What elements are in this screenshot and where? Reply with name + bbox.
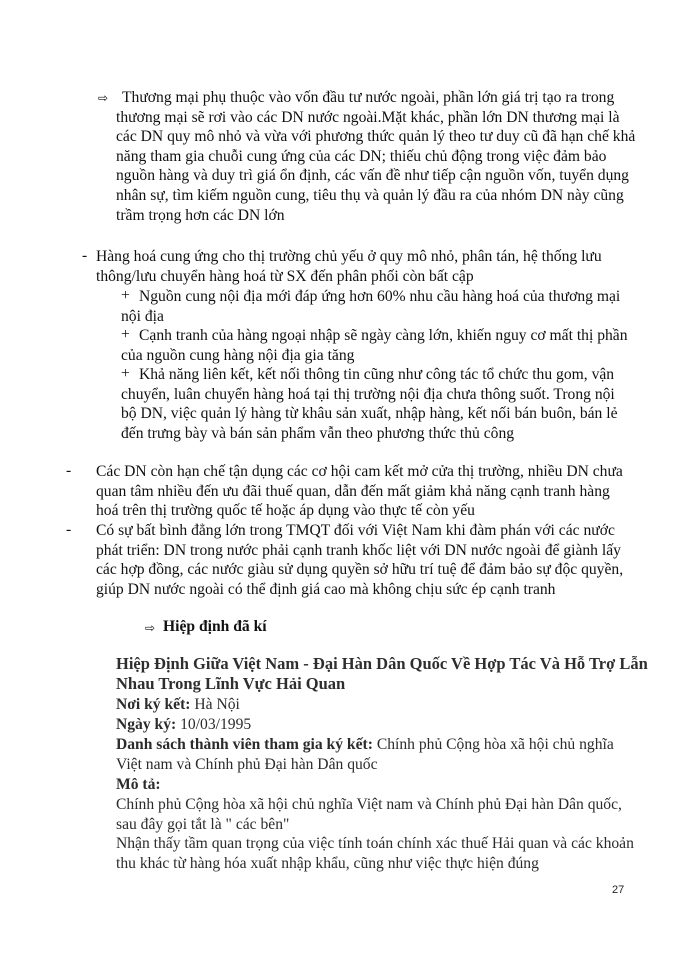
- bullet-1-sub-3: Khả năng liên kết, kết nối thông tin cũng như công tác tổ chức thu gom, vận chuyển, luân chuyển hàng hoá tại thị trường nội địa chưa thông suốt. Trong nội bộ DN, việc quản lý hàng từ khâu sản xuất, nhập hàng, kết nối bán buôn, bán lẻ đến trưng bày và bán sản phẩm vẫn theo phương thức thủ công: [121, 366, 618, 442]
- bullet-3-text: Có sự bất bình đẳng lớn trong TMQT đối với Việt Nam khi đàm phán với các nước phát triển: DN trong nước phải cạnh tranh khốc liệt với DN nước ngoài để giành lấy các hợp đồng, các nước giàu sử dụng quyền sở hữu trí tuệ để đảm bảo sự độc quyền, giúp DN nước ngoài có thể định giá cao mà không chịu sức ép cạnh tranh: [96, 522, 624, 598]
- desc-text-2: Nhận thấy tầm quan trọng của việc tính toán chính xác thuế Hải quan và các khoản thu khác từ hàng hóa xuất nhập khẩu, cũng như việc thực hiện đúng: [116, 835, 634, 872]
- bullet-1-sub-2: Cạnh tranh của hàng ngoại nhập sẽ ngày càng lớn, khiến nguy cơ mất thị phần của nguồn cung hàng nội địa gia tăng: [121, 327, 628, 364]
- plus-marker: +: [121, 326, 130, 343]
- bullet-2-text: Các DN còn hạn chế tận dụng các cơ hội cam kết mở cửa thị trường, nhiều DN chưa quan tâm nhiều đến ưu đãi thuế quan, dẫn đến mất giảm khả năng cạnh tranh hàng hoá trên thị trường quốc tế hoặc áp dụng vào thực tế còn yếu: [96, 463, 623, 520]
- place-value: Hà Nội: [194, 696, 240, 713]
- intro-paragraph: Thương mại phụ thuộc vào vốn đầu tư nước ngoài, phần lớn giá trị tạo ra trong thương mại sẽ rơi vào các DN nước ngoài.Mặt khác, phần lớn DN thương mại là các DN quy mô nhỏ và vừa với phương thức quản lý theo tư duy cũ đã hạn chế khả năng tham gia chuỗi cung ứng của các DN; thiếu chủ động trong việc đảm bảo nguồn hàng và duy trì giá ổn định, các vấn đề như tiếp cận nguồn vốn, tuyển dụng nhân sự, tìm kiếm nguồn cung, tiêu thụ và quản lý đầu ra của nhóm DN này cũng trầm trọng hơn các DN lớn: [116, 89, 636, 224]
- members-value: Chính phủ Cộng hòa xã hội chủ nghĩa Việt nam và Chính phủ Đại hàn Dân quốc: [116, 736, 614, 773]
- agreement-title: Hiệp Định Giữa Việt Nam - Đại Hàn Dân Quốc Về Hợp Tác Và Hỗ Trợ Lẫn Nhau Trong Lĩnh Vực Hải Quan: [116, 654, 648, 693]
- page-number: 27: [612, 884, 625, 896]
- plus-marker: +: [121, 287, 130, 304]
- arrow-icon: ⇨: [145, 621, 156, 635]
- bullet-dash: -: [66, 521, 72, 538]
- desc-label: Mô tả:: [116, 776, 161, 793]
- desc-text-1: Chính phủ Cộng hòa xã hội chủ nghĩa Việt nam và Chính phủ Đại hàn Dân quốc, sau đây gọi tắt là " các bên": [116, 796, 622, 833]
- arrow-icon: ⇨: [98, 91, 109, 105]
- section-heading: Hiệp định đã kí: [163, 618, 267, 635]
- bullet-dash: -: [82, 247, 88, 264]
- members-label: Danh sách thành viên tham gia ký kết:: [116, 736, 373, 753]
- agreement-place: [116, 695, 636, 715]
- bullet-1-text: Hàng hoá cung ứng cho thị trường chủ yếu ở quy mô nhỏ, phân tán, hệ thống lưu thông/lưu chuyển hàng hoá từ SX đến phân phối còn bất cập: [96, 248, 602, 285]
- date-label: Ngày ký:: [116, 716, 177, 733]
- place-label: Nơi ký kết:: [116, 696, 191, 713]
- plus-marker: +: [121, 365, 130, 382]
- date-value: 10/03/1995: [180, 716, 252, 733]
- bullet-1-sub-1: Nguồn cung nội địa mới đáp ứng hơn 60% nhu cầu hàng hoá của thương mại nội địa: [121, 288, 621, 325]
- bullet-dash: -: [66, 462, 72, 479]
- agreement-date: [116, 715, 636, 735]
- agreement-members: [116, 735, 641, 774]
